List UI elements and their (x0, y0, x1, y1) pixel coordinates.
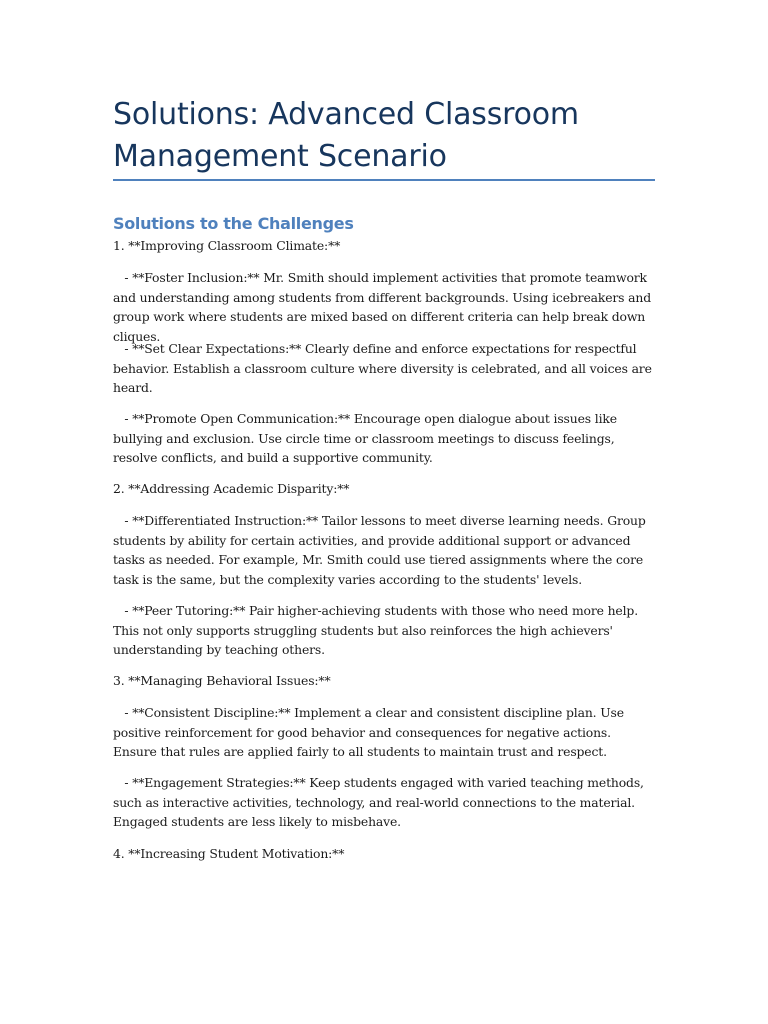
numbered-item-2: 2. **Addressing Academic Disparity:** (113, 481, 350, 496)
bullet-paragraph: - **Promote Open Communication:** Encourage open dialogue about issues like bullying and exclusion. Use circle time or classroom meetings to discuss feelings, resolve conflicts, and build a supportive community. (113, 411, 621, 465)
title-underline-divider (113, 179, 655, 181)
bullet-paragraph: - **Peer Tutoring:** Pair higher-achieving students with those who need more help. This not only supports struggling students but also reinforces the high achievers' understanding by teaching others. (113, 603, 642, 657)
bullet-paragraph: - **Set Clear Expectations:** Clearly define and enforce expectations for respectful behavior. Establish a classroom culture where diversity is celebrated, and all voices are heard. (113, 341, 656, 395)
bullet-paragraph: - **Consistent Discipline:** Implement a clear and consistent discipline plan. Use positive reinforcement for good behavior and consequences for negative actions. Ensure that rules are applied fairly to all students to maintain trust and respect. (113, 705, 628, 759)
numbered-item-4: 4. **Increasing Student Motivation:** (113, 846, 345, 861)
numbered-item-3: 3. **Managing Behavioral Issues:** (113, 673, 331, 688)
section-heading: Solutions to the Challenges (113, 214, 354, 233)
bullet-paragraph: - **Differentiated Instruction:** Tailor lessons to meet diverse learning needs. Group students by ability for certain activities, and provide additional support or advanced tasks as needed. For example, Mr. Smith could use tiered assignments where the core task is the same, but the complexity varies according to the students' levels. (113, 513, 650, 587)
bullet-paragraph: - **Foster Inclusion:** Mr. Smith should implement activities that promote teamwork and understanding among students from different backgrounds. Using icebreakers and group work where students are mixed based on different criteria can help break down cliques. (113, 270, 655, 344)
bullet-paragraph: - **Engagement Strategies:** Keep students engaged with varied teaching methods, such as interactive activities, technology, and real-world connections to the material. Engaged students are less likely to misbehave. (113, 775, 648, 829)
document-title: Solutions: Advanced Classroom Management Scenario (113, 97, 579, 174)
numbered-item-1: 1. **Improving Classroom Climate:** (113, 238, 341, 253)
